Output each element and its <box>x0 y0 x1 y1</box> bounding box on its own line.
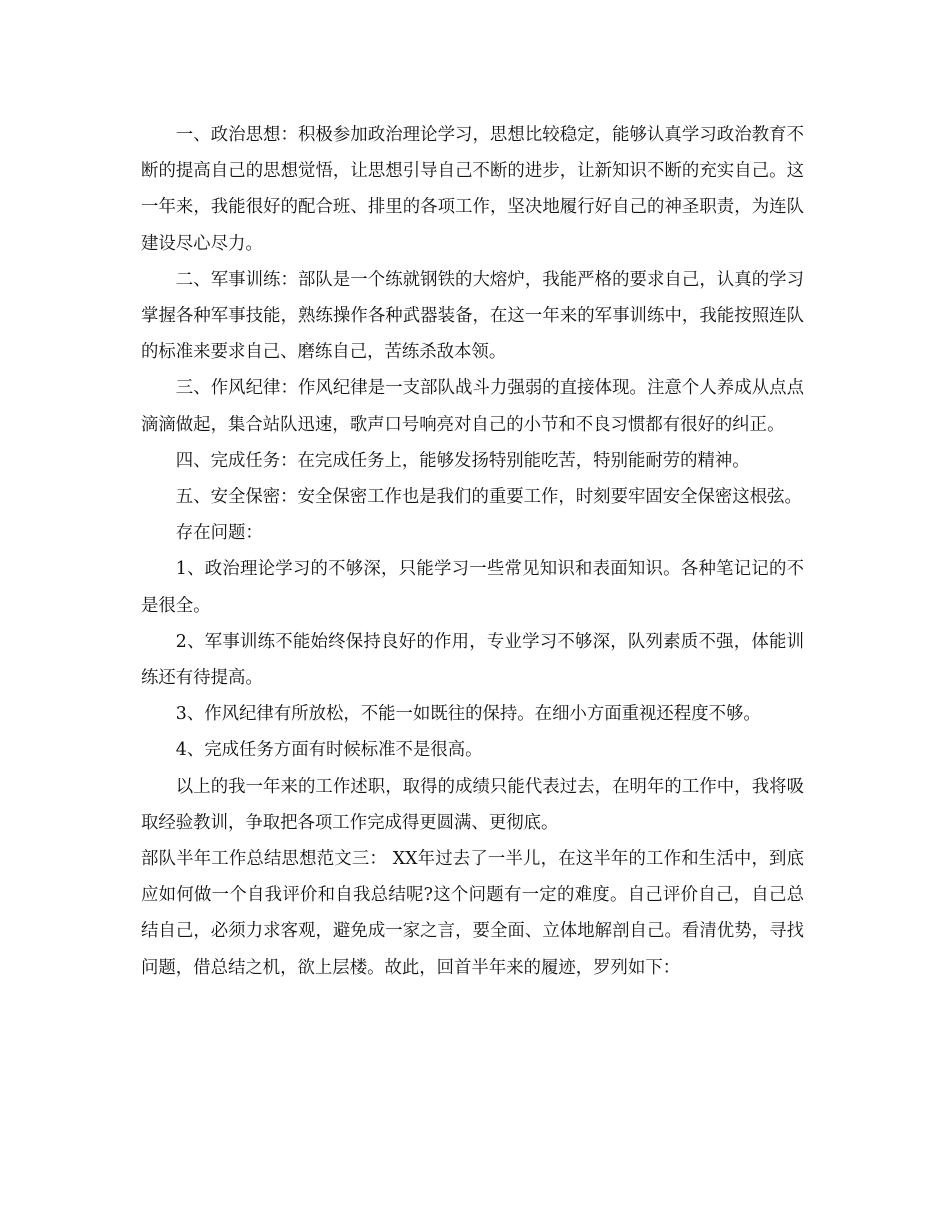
paragraph-conclusion: 以上的我一年来的工作述职，取得的成绩只能代表过去，在明年的工作中，我将吸取经验教训，争取把各项工作完成得更圆满、更彻底。 <box>141 776 804 833</box>
paragraph-security: 五、安全保密：安全保密工作也是我们的重要工作，时刻要牢固安全保密这根弦。 <box>175 487 802 508</box>
section-body: XX年过去了一半儿，在这半年的工作和生活中，到底应如何做一个自我评价和自我总结呢?这个问题有一定的难度。自己评价自己，自己总结自己，必须力求客观，避免成一家之言，要全面、立体地解剖自己。看清优势，寻找问题，借总结之机，欲上层楼。故此，回首半年来的履迹，罗列如下： <box>141 849 804 978</box>
paragraph-military-training: 二、军事训练：部队是一个练就钢铁的大熔炉，我能严格的要求自己，认真的学习掌握各种军事技能，熟练操作各种武器装备，在这一年来的军事训练中，我能按照连队的标准来要求自己、磨练自己，苦练杀敌本领。 <box>141 269 804 363</box>
document-page <box>141 117 804 986</box>
section-title: 部队半年工作总结思想范文三： <box>141 849 387 870</box>
paragraph-problem-4: 4、完成任务方面有时候标准不是很高。 <box>175 740 483 761</box>
paragraph-problem-3: 3、作风纪律有所放松，不能一如既往的保持。在细小方面重视还程度不够。 <box>175 704 761 725</box>
paragraph-discipline: 三、作风纪律：作风纪律是一支部队战斗力强弱的直接体现。注意个人养成从点点滴滴做起，集合站队迅速，歌声口号响亮对自己的小节和不良习惯都有很好的纠正。 <box>141 378 804 435</box>
paragraph-problem-1: 1、政治理论学习的不够深，只能学习一些常见知识和表面知识。各种笔记记的不是很全。 <box>141 559 804 616</box>
paragraph-problem-2: 2、军事训练不能始终保持良好的作用，专业学习不够深，队列素质不强，体能训练还有待提高。 <box>141 631 804 689</box>
paragraph-problems-heading: 存在问题： <box>175 523 263 544</box>
paragraph-section-three <box>141 841 804 986</box>
paragraph-political-thought: 一、政治思想：积极参加政治理论学习，思想比较稳定，能够认真学习政治教育不断的提高自己的思想觉悟，让思想引导自己不断的进步，让新知识不断的充实自己。这一年来，我能很好的配合班、排里的各项工作，坚决地履行好自己的神圣职责，为连队建设尽心尽力。 <box>141 125 804 254</box>
paragraph-tasks: 四、完成任务：在完成任务上，能够发扬特别能吃苦，特别能耐劳的精神。 <box>175 450 750 471</box>
